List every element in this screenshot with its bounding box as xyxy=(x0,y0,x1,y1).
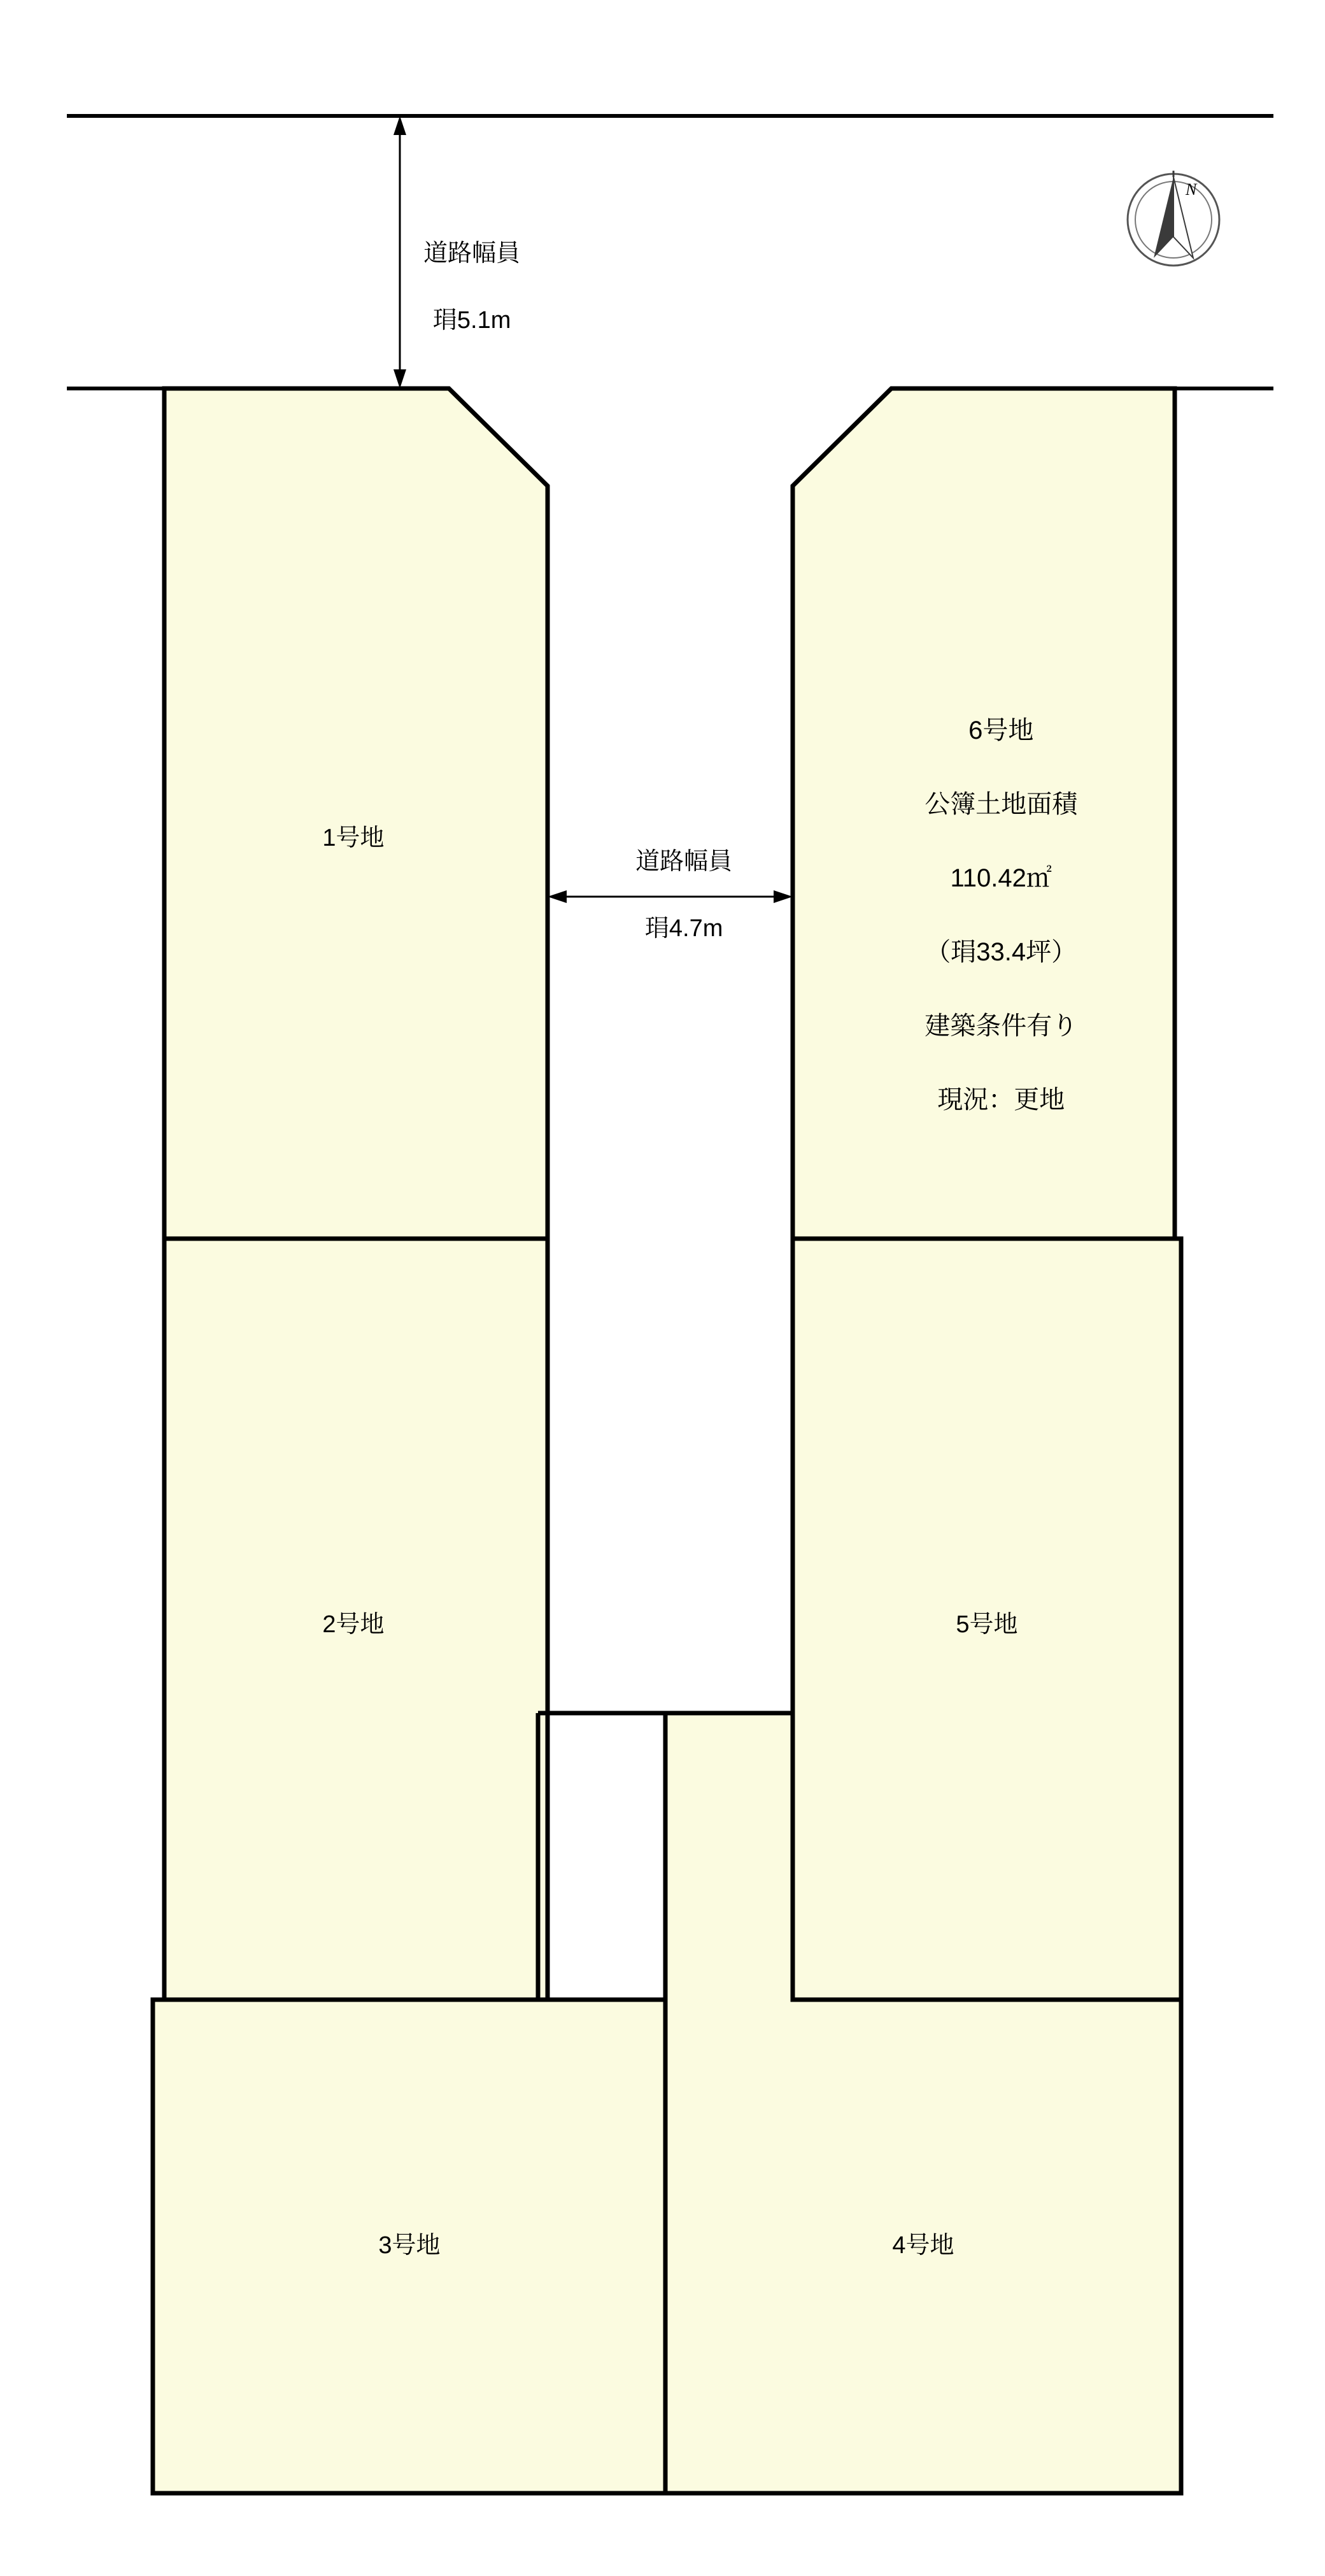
compass-rose xyxy=(1128,171,1219,266)
lot-2-label: 2号地 xyxy=(322,1611,385,1638)
lot-1-shape[interactable] xyxy=(164,388,548,1239)
north-road-label-line2: 琄5.1m xyxy=(432,307,511,334)
lot-6-detail-line5: 建築条件有り xyxy=(925,1012,1078,1040)
lot-1-label: 1号地 xyxy=(322,825,385,851)
lot-6-detail-line6: 現況：更地 xyxy=(937,1086,1065,1114)
north-road-dimension-arrow xyxy=(393,116,406,388)
lot-6-shape[interactable] xyxy=(793,388,1175,1239)
lot-6-detail-line1: 6号地 xyxy=(968,716,1034,744)
lot-3-shape[interactable] xyxy=(153,2000,665,2493)
center-road-dimension-arrow xyxy=(548,890,793,903)
north-road-lines xyxy=(67,116,1273,388)
lot-2-shape[interactable] xyxy=(164,1239,548,2000)
lot-5-label: 5号地 xyxy=(956,1611,1018,1638)
lot-6-detail-line3: 110.42㎡ xyxy=(950,864,1052,892)
center-road-label-line1: 道路幅員 xyxy=(635,848,733,876)
lot-4-label: 4号地 xyxy=(892,2232,954,2259)
lot-5-shape[interactable] xyxy=(793,1239,1181,2000)
lot-6-detail-line4: （琄33.4坪） xyxy=(925,938,1077,966)
compass-north-label: N xyxy=(1186,180,1197,199)
lot-6-detail-line2: 公簿土地面積 xyxy=(925,790,1078,818)
lot-3-label: 3号地 xyxy=(378,2232,441,2259)
center-road-label-line2: 琄4.7m xyxy=(644,915,723,943)
north-road-label-line1: 道路幅員 xyxy=(423,240,521,267)
